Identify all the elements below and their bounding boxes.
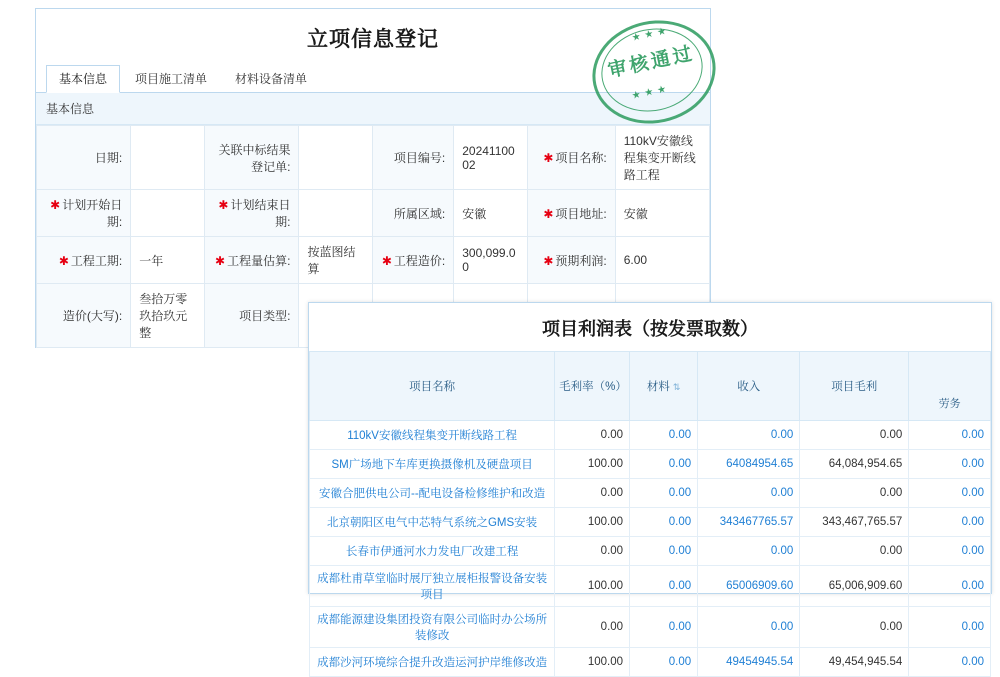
cell-material[interactable]: 0.00 [630,607,698,648]
cell-gross-profit: 65,006,909.60 [800,566,909,607]
profit-table-body [310,421,991,677]
table-row[interactable] [310,566,991,607]
required-marker: ✱ [215,253,226,268]
registration-window [35,8,711,348]
field-value-date[interactable] [131,126,205,190]
field-value-bid-result-form[interactable] [299,126,373,190]
column-header-gross-profit[interactable]: 项目毛利 [800,352,909,421]
column-header-gross-margin[interactable]: 毛利率（%） [555,352,630,421]
cell-gross-profit: 343,467,765.57 [800,508,909,537]
required-marker: ✱ [543,206,554,221]
form-row [37,190,710,237]
tab-basic-info[interactable]: 基本信息 [46,65,120,93]
sort-icon[interactable]: ⇅ [672,382,681,392]
cell-income[interactable]: 0.00 [698,421,800,450]
field-value-plan-end-date[interactable] [299,190,373,237]
table-header-row [310,352,991,387]
field-label-project-type: 项目类型: [205,284,299,348]
field-value-project-name[interactable]: 110kV安徽线程集变开断线路工程 [615,126,709,190]
cell-income[interactable]: 65006909.60 [698,566,800,607]
field-label-project-cost: ✱ 工程造价: [373,237,454,284]
cell-gross-margin: 100.00 [555,450,630,479]
cell-labor[interactable]: 0.00 [909,537,991,566]
field-value-region[interactable]: 安徽 [454,190,528,237]
cell-labor[interactable]: 0.00 [909,421,991,450]
tab-bar [36,65,710,93]
cell-gross-margin: 0.00 [555,607,630,648]
cell-income[interactable]: 343467765.57 [698,508,800,537]
field-label-quantity-estimate: ✱ 工程量估算: [205,237,299,284]
column-header-material[interactable]: 材料 ⇅ [630,352,698,421]
stamp-text: 审核通过 [605,42,697,82]
section-header-basic-info: 基本信息 [36,93,710,125]
cell-income[interactable]: 0.00 [698,537,800,566]
profit-table [309,351,991,677]
field-label-bid-result-form: 关联中标结果登记单: [205,126,299,190]
field-value-expected-profit[interactable]: 6.00 [615,237,709,284]
cell-labor[interactable]: 0.00 [909,450,991,479]
field-label-date: 日期: [37,126,131,190]
cell-material[interactable]: 0.00 [630,479,698,508]
cell-gross-margin: 0.00 [555,421,630,450]
field-label-plan-end-date: ✱ 计划结束日期: [205,190,299,237]
stamp-stars-bottom: ★★★ [630,83,672,102]
page-title: 立项信息登记 [307,28,439,51]
cell-project-name[interactable]: 成都能源建设集团投资有限公司临时办公场所装修改 [310,607,555,648]
cell-project-name[interactable]: 安徽合肥供电公司--配电设备检修维护和改造 [310,479,555,508]
stamp-stars-top: ★★★ [630,25,672,44]
cell-income[interactable]: 0.00 [698,607,800,648]
field-label-project-name: ✱ 项目名称: [528,126,615,190]
field-value-plan-start-date[interactable] [131,190,205,237]
profit-report-title: 项目利润表（按发票取数） [542,319,758,339]
cell-labor[interactable]: 0.00 [909,508,991,537]
cell-labor[interactable]: 0.00 [909,566,991,607]
cell-gross-margin: 100.00 [555,508,630,537]
profit-report-window [308,302,992,669]
cell-income[interactable]: 0.00 [698,479,800,508]
field-value-quantity-estimate[interactable]: 按蓝图结算 [299,237,373,284]
required-marker: ✱ [50,198,61,212]
field-label-project-address: ✱ 项目地址: [528,190,615,237]
field-value-project-number[interactable]: 2024110002 [454,126,528,190]
required-marker: ✱ [381,253,392,268]
field-value-project-cost[interactable]: 300,099.00 [454,237,528,284]
table-row[interactable] [310,508,991,537]
cell-project-name[interactable]: 长春市伊通河水力发电厂改建工程 [310,537,555,566]
form-row [37,126,710,190]
cell-labor[interactable]: 0.00 [909,479,991,508]
field-label-project-number: 项目编号: [373,126,454,190]
table-row[interactable] [310,421,991,450]
cell-material[interactable]: 0.00 [630,450,698,479]
table-row[interactable] [310,450,991,479]
cell-material[interactable]: 0.00 [630,537,698,566]
table-row[interactable] [310,648,991,677]
cell-gross-profit: 64,084,954.65 [800,450,909,479]
table-row[interactable] [310,479,991,508]
cell-gross-profit: 49,454,945.54 [800,648,909,677]
cell-gross-margin: 100.00 [555,566,630,607]
cell-project-name[interactable]: 110kV安徽线程集变开断线路工程 [310,421,555,450]
required-marker: ✱ [218,198,229,212]
column-header-income[interactable]: 收入 [698,352,800,421]
field-value-cost-in-words[interactable]: 叁拾万零玖拾玖元整 [131,284,205,348]
cell-labor[interactable]: 0.00 [909,607,991,648]
column-header-labor[interactable]: 劳务 [909,386,991,421]
cell-project-name[interactable]: SM广场地下车库更换摄像机及硬盘项目 [310,450,555,479]
cell-gross-profit: 0.00 [800,479,909,508]
cell-income[interactable]: 49454945.54 [698,648,800,677]
field-label-cost-in-words: 造价(大写): [37,284,131,348]
field-value-duration[interactable]: 一年 [131,237,205,284]
cell-gross-margin: 0.00 [555,537,630,566]
cell-gross-profit: 0.00 [800,607,909,648]
cell-gross-profit: 0.00 [800,421,909,450]
cell-gross-profit: 0.00 [800,537,909,566]
cell-labor[interactable]: 0.00 [909,648,991,677]
cell-income[interactable]: 64084954.65 [698,450,800,479]
cell-material[interactable]: 0.00 [630,508,698,537]
required-marker: ✱ [543,151,554,165]
cell-project-name[interactable]: 成都沙河环境综合提升改造运河护岸维修改造 [310,648,555,677]
table-row[interactable] [310,537,991,566]
field-label-plan-start-date: ✱ 计划开始日期: [37,190,131,237]
required-marker: ✱ [543,253,554,268]
field-label-expected-profit: ✱ 预期利润: [528,237,615,284]
cell-gross-margin: 100.00 [555,648,630,677]
cell-material[interactable]: 0.00 [630,421,698,450]
field-value-project-address[interactable]: 安徽 [615,190,709,237]
table-row[interactable] [310,607,991,648]
field-label-duration: ✱ 工程工期: [37,237,131,284]
cell-project-name[interactable]: 成都杜甫草堂临时展厅独立展柜报警设备安装项目 [310,566,555,607]
cell-gross-margin: 0.00 [555,479,630,508]
field-label-region: 所属区域: [373,190,454,237]
tab-construction-list[interactable]: 项目施工清单 [135,72,208,86]
column-header-spacer [909,352,991,387]
cell-material[interactable]: 0.00 [630,566,698,607]
tab-material-equipment-list[interactable]: 材料设备清单 [235,72,308,86]
required-marker: ✱ [58,253,69,268]
column-header-project-name[interactable]: 项目名称 [310,352,555,421]
cell-material[interactable]: 0.00 [630,648,698,677]
form-row [37,237,710,284]
cell-project-name[interactable]: 北京朝阳区电气中芯特气系统之GMS安装 [310,508,555,537]
